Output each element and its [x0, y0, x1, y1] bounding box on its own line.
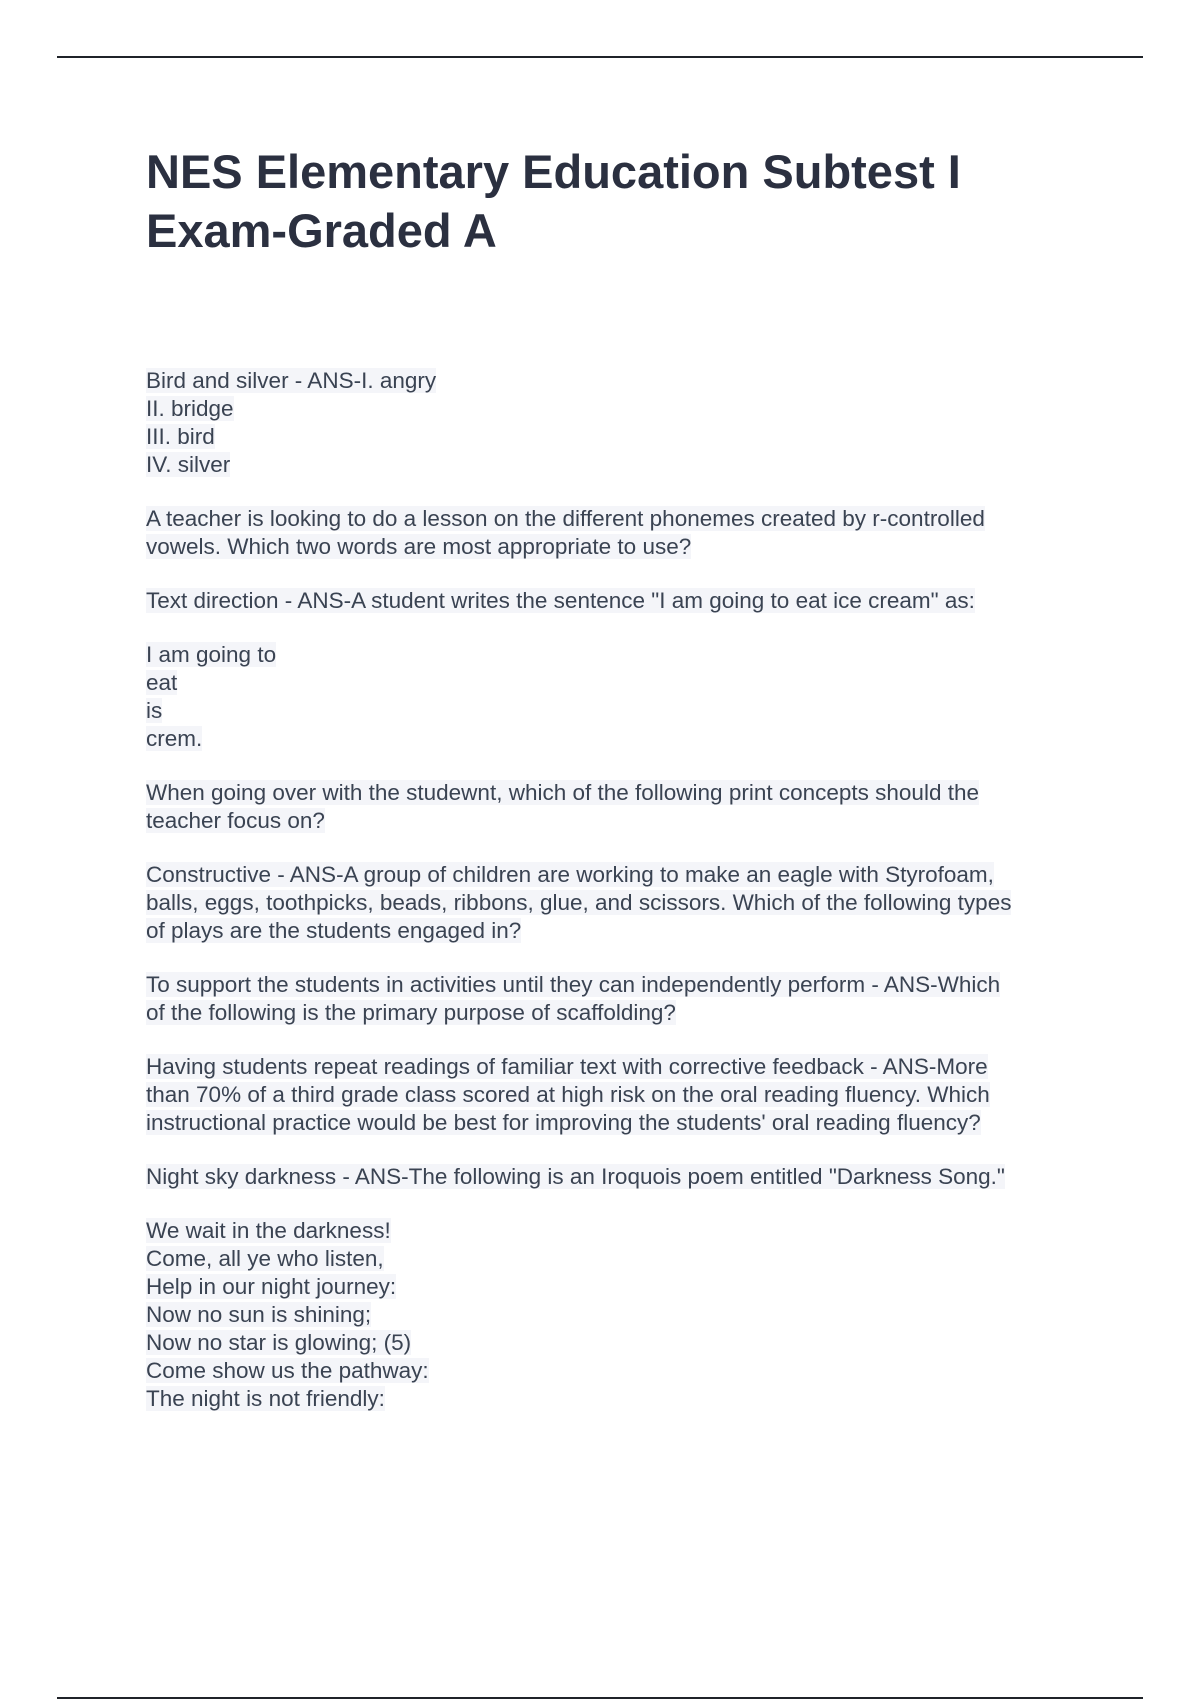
- paragraph: [146, 1053, 1106, 1137]
- text-line: eat: [146, 670, 178, 695]
- text-line: A teacher is looking to do a lesson on the different phonemes created by r-controlled: [146, 506, 985, 531]
- paragraph: [146, 587, 1106, 615]
- text-line: Now no sun is shining;: [146, 1302, 372, 1327]
- paragraph: [146, 779, 1106, 835]
- text-line: IV. silver: [146, 452, 231, 477]
- text-line: Come show us the pathway:: [146, 1358, 429, 1383]
- text-line: Come, all ye who listen,: [146, 1246, 384, 1271]
- text-line: Constructive - ANS-A group of children are working to make an eagle with Styrofoam,: [146, 862, 994, 887]
- paragraph: [146, 1163, 1106, 1191]
- text-line: Now no star is glowing; (5): [146, 1330, 412, 1355]
- text-line: of the following is the primary purpose of scaffolding?: [146, 1000, 676, 1025]
- title-line: Exam-Graded A: [146, 204, 497, 257]
- text-line: When going over with the studewnt, which of the following print concepts should the: [146, 780, 979, 805]
- text-line: III. bird: [146, 424, 215, 449]
- document-content: [146, 142, 1106, 1439]
- text-line: I am going to: [146, 642, 277, 667]
- text-line: II. bridge: [146, 396, 234, 421]
- paragraph: [146, 367, 1106, 479]
- title-line: NES Elementary Education Subtest I: [146, 145, 961, 198]
- text-line: than 70% of a third grade class scored at high risk on the oral reading fluency. Which: [146, 1082, 990, 1107]
- document-title: [146, 142, 1106, 260]
- text-line: Bird and silver - ANS-I. angry: [146, 368, 437, 393]
- text-line: Text direction - ANS-A student writes the sentence "I am going to eat ice cream" as:: [146, 588, 975, 613]
- paragraph: [146, 641, 1106, 753]
- text-line: of plays are the students engaged in?: [146, 918, 522, 943]
- text-line: Night sky darkness - ANS-The following is an Iroquois poem entitled "Darkness Song.": [146, 1164, 1005, 1189]
- document-body: [146, 367, 1106, 1413]
- text-line: instructional practice would be best for improving the students' oral reading fluency?: [146, 1110, 981, 1135]
- paragraph: [146, 861, 1106, 945]
- text-line: vowels. Which two words are most appropriate to use?: [146, 534, 692, 559]
- text-line: The night is not friendly:: [146, 1386, 385, 1411]
- text-line: is: [146, 698, 163, 723]
- paragraph: [146, 505, 1106, 561]
- top-rule: [57, 56, 1143, 58]
- text-line: balls, eggs, toothpicks, beads, ribbons, glue, and scissors. Which of the following types: [146, 890, 1012, 915]
- text-line: To support the students in activities until they can independently perform - ANS-Which: [146, 972, 1001, 997]
- text-line: Having students repeat readings of familiar text with corrective feedback - ANS-More: [146, 1054, 988, 1079]
- text-line: We wait in the darkness!: [146, 1218, 391, 1243]
- text-line: teacher focus on?: [146, 808, 325, 833]
- bottom-rule: [57, 1697, 1143, 1699]
- paragraph: [146, 971, 1106, 1027]
- text-line: crem.: [146, 726, 203, 751]
- paragraph: [146, 1217, 1106, 1413]
- text-line: Help in our night journey:: [146, 1274, 397, 1299]
